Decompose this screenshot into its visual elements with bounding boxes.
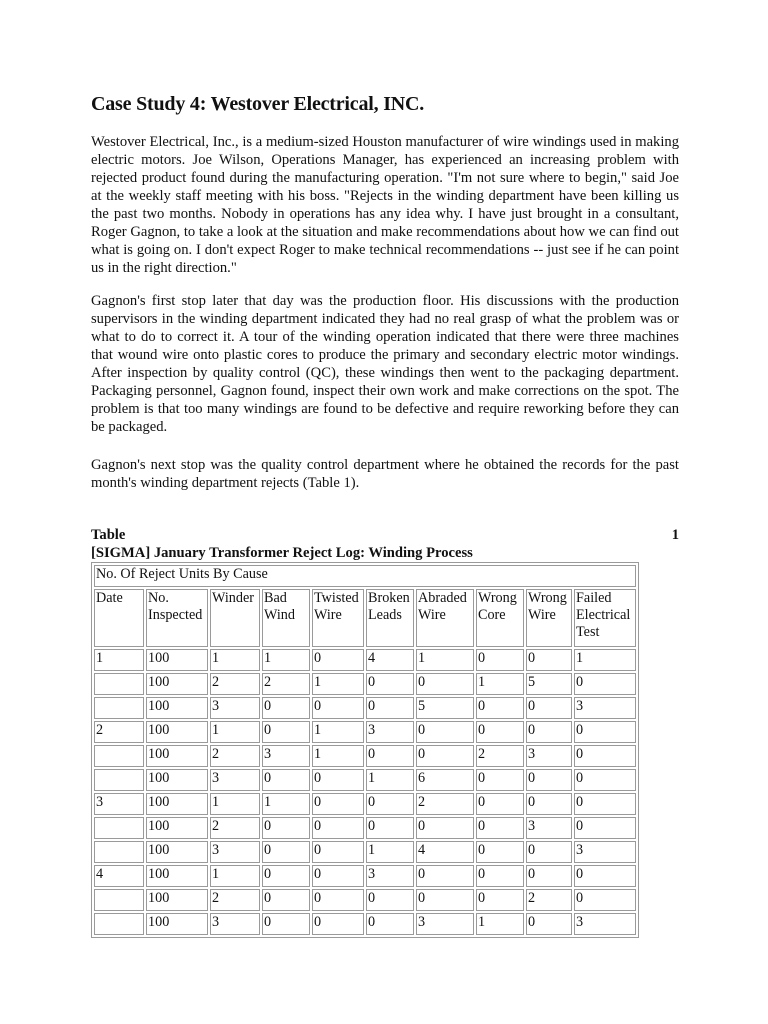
table-cell: 0 (262, 865, 310, 887)
table-cell: 0 (476, 817, 524, 839)
table-cell: 3 (526, 817, 572, 839)
table-cell: 6 (416, 769, 474, 791)
table-cell: 100 (146, 817, 208, 839)
table-cell: 3 (210, 697, 260, 719)
table-cell: 0 (526, 793, 572, 815)
paragraph-quality-control: Gagnon's next stop was the quality control department where he obtained the records for the past month's winding department rejects (Table 1). (91, 457, 679, 491)
table-cell: 0 (574, 745, 636, 767)
table-cell: 2 (210, 817, 260, 839)
table-group-header-row (94, 565, 636, 587)
table-cell: 0 (574, 769, 636, 791)
table-cell: 0 (312, 793, 364, 815)
table-cell: 0 (476, 697, 524, 719)
table-row (94, 649, 636, 671)
table-cell: 0 (526, 697, 572, 719)
column-header-date: Date (94, 589, 144, 647)
reject-log-table (91, 562, 639, 938)
table-title: [SIGMA] January Transformer Reject Log: Winding Process (91, 545, 473, 561)
page-title: Case Study 4: Westover Electrical, INC. (91, 93, 425, 115)
table-cell: 3 (574, 697, 636, 719)
table-row (94, 769, 636, 791)
table-cell: 0 (476, 793, 524, 815)
table-cell: 3 (210, 769, 260, 791)
table-cell: 3 (526, 745, 572, 767)
table-cell: 2 (210, 889, 260, 911)
table-cell: 0 (526, 865, 572, 887)
table-cell: 0 (416, 721, 474, 743)
table-cell: 0 (366, 817, 414, 839)
table-cell: 3 (366, 865, 414, 887)
table-cell (94, 889, 144, 911)
table-cell: 1 (210, 793, 260, 815)
column-header-broken-leads: Broken Leads (366, 589, 414, 647)
table-cell: 0 (574, 673, 636, 695)
table-row (94, 745, 636, 767)
table-cell (94, 745, 144, 767)
table-row (94, 865, 636, 887)
column-header-wrong-core: Wrong Core (476, 589, 524, 647)
table-cell: 3 (574, 841, 636, 863)
table-cell: 5 (526, 673, 572, 695)
table-row (94, 817, 636, 839)
table-caption (91, 526, 679, 562)
table-cell: 1 (366, 841, 414, 863)
table-row (94, 913, 636, 935)
table-cell: 0 (312, 889, 364, 911)
column-header-twisted-wire: Twisted Wire (312, 589, 364, 647)
table-cell: 1 (416, 649, 474, 671)
table-cell: 4 (416, 841, 474, 863)
table-cell: 100 (146, 697, 208, 719)
table-cell: 0 (416, 865, 474, 887)
table-cell: 0 (574, 817, 636, 839)
table-cell: 0 (574, 889, 636, 911)
table-cell: 1 (312, 673, 364, 695)
table-cell: 0 (262, 841, 310, 863)
table-cell: 0 (366, 745, 414, 767)
table-row (94, 841, 636, 863)
table-cell: 100 (146, 913, 208, 935)
table-cell: 0 (574, 793, 636, 815)
table-cell: 0 (416, 745, 474, 767)
column-header-abraded-wire: Abraded Wire (416, 589, 474, 647)
table-cell: 1 (476, 673, 524, 695)
table-cell: 1 (210, 865, 260, 887)
table-cell: 0 (366, 793, 414, 815)
table-cell: 2 (210, 673, 260, 695)
table-cell: 1 (262, 793, 310, 815)
table-cell: 100 (146, 649, 208, 671)
table-cell: 0 (312, 913, 364, 935)
table-cell: 1 (476, 913, 524, 935)
table-row (94, 673, 636, 695)
table-cell: 0 (574, 865, 636, 887)
table-cell: 3 (94, 793, 144, 815)
table-cell: 0 (366, 697, 414, 719)
table-cell: 0 (262, 913, 310, 935)
table-cell: 3 (262, 745, 310, 767)
table-cell: 2 (416, 793, 474, 815)
table-row (94, 793, 636, 815)
table-cell: 1 (312, 721, 364, 743)
table-cell: 4 (94, 865, 144, 887)
table-row (94, 721, 636, 743)
table-cell: 0 (262, 697, 310, 719)
table-cell (94, 673, 144, 695)
column-header-no-inspected: No. Inspected (146, 589, 208, 647)
table-cell: 3 (210, 913, 260, 935)
table-cell: 0 (262, 889, 310, 911)
table-cell: 2 (526, 889, 572, 911)
column-header-bad-wind: Bad Wind (262, 589, 310, 647)
table-cell: 100 (146, 889, 208, 911)
table-cell: 0 (526, 649, 572, 671)
table-cell: 0 (526, 769, 572, 791)
table-cell: 0 (526, 841, 572, 863)
table-cell: 100 (146, 841, 208, 863)
table-cell: 0 (312, 769, 364, 791)
table-cell: 0 (476, 865, 524, 887)
table-cell: 0 (312, 841, 364, 863)
table-cell: 0 (312, 865, 364, 887)
table-cell: 2 (476, 745, 524, 767)
table-cell: 0 (312, 697, 364, 719)
paragraph-production-floor: Gagnon's first stop later that day was the production floor. His discussions with the production supervisors in the winding department indicated they had no real grasp of what the problem was or what to do to correct it. A tour of the winding operation indicated that there were three machines that wound wire onto plastic cores to produce the primary and secondary electric motor windings. After inspection by quality control (QC), these windings then went to the packaging department. Packaging personnel, Gagnon found, inspect their own work and make corrections on the spot. The problem is that too many windings are found to be defective and require reworking before they can be packaged. (91, 293, 679, 435)
table-cell: 0 (476, 769, 524, 791)
table-cell: 0 (262, 721, 310, 743)
table-cell: 0 (312, 649, 364, 671)
table-cell: 3 (574, 913, 636, 935)
table-cell: 100 (146, 721, 208, 743)
table-cell: 3 (366, 721, 414, 743)
table-cell (94, 841, 144, 863)
table-cell: 0 (416, 817, 474, 839)
table-cell: 0 (476, 889, 524, 911)
table-cell: 0 (416, 673, 474, 695)
table-cell (94, 769, 144, 791)
table-header-row (94, 589, 636, 647)
document-page (91, 92, 679, 930)
table-cell (94, 913, 144, 935)
column-header-winder: Winder (210, 589, 260, 647)
table-cell: 2 (210, 745, 260, 767)
table-number: 1 (671, 527, 679, 543)
table-cell: 0 (366, 889, 414, 911)
table-cell: 0 (476, 649, 524, 671)
table-cell: 100 (146, 673, 208, 695)
table-group-header: No. Of Reject Units By Cause (94, 565, 636, 587)
table-cell: 1 (94, 649, 144, 671)
table-cell: 1 (574, 649, 636, 671)
table-cell: 0 (312, 817, 364, 839)
table-cell: 1 (210, 649, 260, 671)
table-row (94, 697, 636, 719)
table-row (94, 889, 636, 911)
table-cell: 3 (416, 913, 474, 935)
paragraph-intro: Westover Electrical, Inc., is a medium-sized Houston manufacturer of wire windings used in making electric motors. Joe Wilson, Operations Manager, has experienced an increasing problem with rejected product found during the manufacturing operation. "I'm not sure where to begin," said Joe at the weekly staff meeting with his boss. "Rejects in the winding department have been killing us the past two months. Nobody in operations has any idea why. I have just brought in a consultant, Roger Gagnon, to take a look at the situation and make recommendations about how we can find out what is going on. I don't expect Roger to make technical recommendations -- just see if he can point us in the right direction." (91, 134, 679, 276)
table-cell: 0 (476, 721, 524, 743)
table-cell: 1 (210, 721, 260, 743)
table-cell: 4 (366, 649, 414, 671)
table-cell: 100 (146, 865, 208, 887)
table-cell: 100 (146, 745, 208, 767)
column-header-failed-electrical-test: Failed Electrical Test (574, 589, 636, 647)
column-header-wrong-wire: Wrong Wire (526, 589, 572, 647)
table-cell: 5 (416, 697, 474, 719)
table-cell: 0 (574, 721, 636, 743)
table-cell: 0 (262, 817, 310, 839)
table-cell: 0 (262, 769, 310, 791)
table-cell: 1 (262, 649, 310, 671)
table-cell: 0 (476, 841, 524, 863)
table-cell: 0 (366, 913, 414, 935)
table-cell (94, 817, 144, 839)
table-cell (94, 697, 144, 719)
table-cell: 1 (366, 769, 414, 791)
table-cell: 100 (146, 793, 208, 815)
table-cell: 2 (94, 721, 144, 743)
table-cell: 0 (416, 889, 474, 911)
table-cell: 100 (146, 769, 208, 791)
table-cell: 0 (526, 913, 572, 935)
table-cell: 1 (312, 745, 364, 767)
table-cell: 0 (366, 673, 414, 695)
table-cell: 3 (210, 841, 260, 863)
table-cell: 2 (262, 673, 310, 695)
table-cell: 0 (526, 721, 572, 743)
table-label: Table (91, 527, 126, 543)
